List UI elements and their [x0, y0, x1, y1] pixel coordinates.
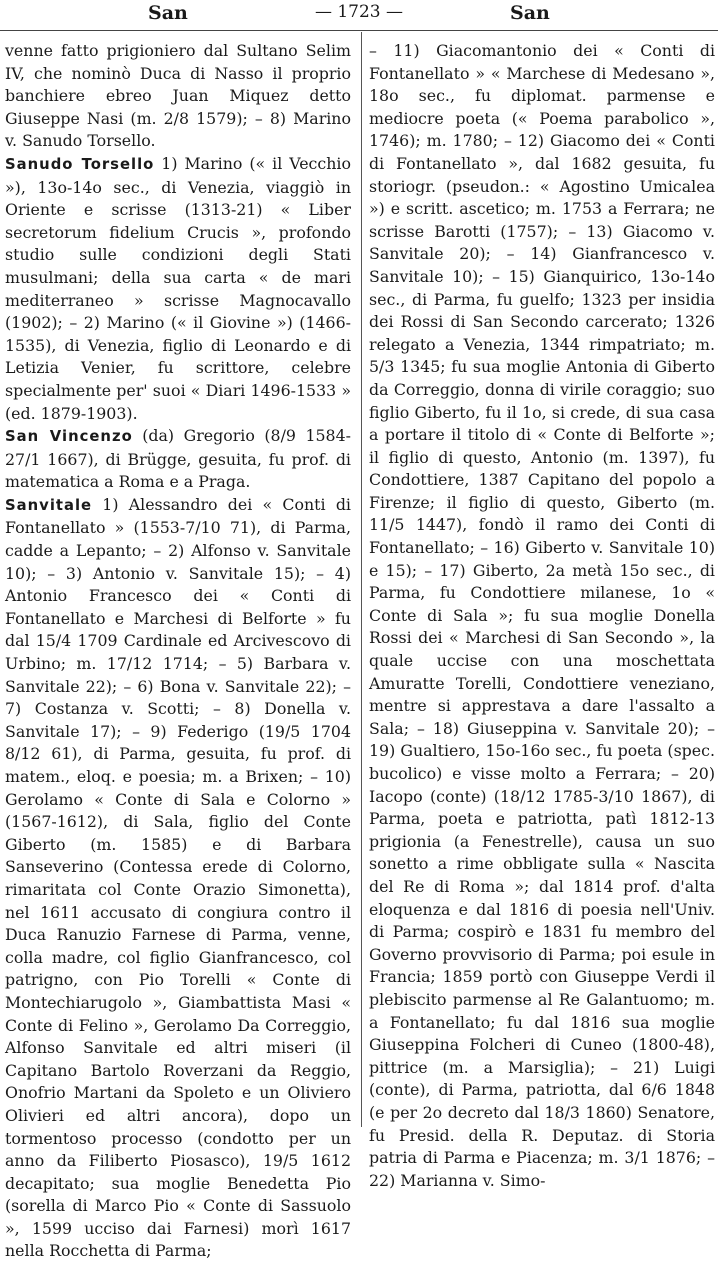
entry-headword: Sanudo Torsello — [5, 155, 155, 173]
header-rule — [0, 30, 718, 31]
entry-sanudo-torsello — [5, 153, 351, 425]
entry-headword: San Vincenzo — [5, 428, 133, 446]
entry-continuation — [5, 40, 351, 153]
entry-san-vincenzo — [5, 425, 351, 494]
entry-sanvitale-continued — [369, 40, 715, 1192]
entry-text: 1) Marino (« il Vecchio »), 13o-14o sec., di Venezia, viaggiò in Oriente e scrisse (1313-21) « Liber secretorum fidelium Crucis », profondo studio sulle condizioni degli Stati musulmani; della sua carta « de mari mediterraneo » scrisse Magnocavallo (1902); – 2) Marino (« il Giovine ») (1466-1535), di Venezia, figlio di Leonardo e di Letizia Venier, fu scrittore, celebre specialmente per' suoi « Diari 1496-1533 » (ed. 1879-1903). — [5, 153, 351, 423]
entry-text: 1) Alessandro dei « Conti di Fontanellato » (1553-7/10 71), di Parma, cadde a Lepanto; – 2) Alfonso v. Sanvitale 10); – 3) Antonio v. Sanvitale 15); – 4) Antonio Francesco dei « Conti di Fontanellato e Marchesi di Belforte » fu dal 15/4 1709 Cardinale ed Arcivescovo di Urbino; m. 17/12 1714; – 5) Barbara v. Sanvitale 22); – 6) Bona v. Sanvitale 22); – 7) Costanza v. Scotti; – 8) Donella v. Sanvitale 17); – 9) Federigo (19/5 1704 8/12 61), di Parma, gesuita, fu prof. di matem., eloq. e poesia; m. a Brixen; – 10) Gerolamo « Conte di Sala e Colorno » (1567-1612), di Sala, figlio del Conte Giberto (m. 1585) e di Barbara Sanseverino (Contessa erede di Colorno, rimaritata col Conte Orazio Simonetta), nel 1611 accusato di congiura contro il Duca Ranuzio Farnese di Parma, venne, colla madre, col figlio Gianfrancesco, col patrigno, con Pio Torelli « Conte di Montechiarugolo », Giambattista Masi « Conte di Felino », Gerolamo Da Correggio, Alfonso Sanvitale ed altri miseri (il Capitano Bartolo Roverzani da Reggio, Onofrio Martani da Spoleto e un Oliviero Olivieri ed altri ancora), dopo un tormentoso processo (condotto per un anno da Filiberto Piosasco), 19/5 1612 decapitato; sua moglie Benedetta Pio (sorella di Marco Pio « Conte di Sassuolo », 1599 ucciso dai Farnesi) morì 1617 nella Rocchetta di Parma; — [5, 494, 351, 1261]
page-header — [0, 0, 718, 28]
entry-headword: Sanvitale — [5, 496, 93, 514]
left-column — [5, 40, 351, 1263]
entry-sanvitale — [5, 494, 351, 1263]
running-head-right: San — [510, 2, 550, 24]
right-column — [369, 40, 715, 1192]
page-number: — 1723 — — [314, 2, 404, 22]
column-divider — [361, 32, 362, 1127]
entry-text: – 11) Giacomantonio dei « Conti di Fontanellato » « Marchese di Medesano », 18o sec., fu diplomat. parmense e mediocre poeta (« Poema parabolico », 1746); m. 1780; – 12) Giacomo dei « Conti di Fontanellato », dal 1682 gesuita, fu storiogr. (pseudon.: « Agostino Umicalea ») e scritt. ascetico; m. 1753 a Ferrara; ne scrisse Barotti (1757); – 13) Giacomo v. Sanvitale 20); – 14) Gianfrancesco v. Sanvitale 10); – 15) Gianquirico, 13o-14o sec., di Parma, fu guelfo; 1323 per insidia dei Rossi di San Secondo carcerato; 1326 relegato a Venezia, 1344 rimpatriato; m. 5/3 1345; fu sua moglie Antonia di Giberto da Correggio, donna di virile coraggio; suo figlio Giberto, fu il 1o, si crede, di sua casa a portare il titolo di « Conte di Belforte »; il figlio di questo, Antonio (m. 1397), fu Condottiere, 1387 Capitano del popolo a Firenze; il figlio di questo, Giberto (m. 11/5 1447), fondò il ramo dei Conti di Fontanellato; – 16) Giberto v. Sanvitale 10) e 15); – 17) Giberto, 2a metà 15o sec., di Parma, fu Condottiere milanese, 1o « Conte di Sala »; fu sua moglie Donella Rossi dei « Marchesi di San Secondo », la quale uccise con una moschettata Amuratte Torelli, Condottiere veneziano, mentre si apprestava a dare l'assalto a Sala; – 18) Giuseppina v. Sanvitale 20); – 19) Gualtiero, 15o-16o sec., fu poeta (spec. bucolico) e visse molto a Ferrara; – 20) Iacopo (conte) (18/12 1785-3/10 1867), di Parma, poeta e patriotta, patì 1812-13 prigionia (a Fenestrelle), causa un suo sonetto a rime obbligate sulla « Nascita del Re di Roma »; dal 1814 prof. d'alta eloquenza e dal 1816 di poesia nell'Univ. di Parma; cospirò e 1831 fu membro del Governo provvisorio di Parma; poi esule in Francia; 1859 portò con Giuseppe Verdi il plebiscito parmense al Re Galantuomo; m. a Fontanellato; fu dal 1816 sua moglie Giuseppina Folcheri di Cuneo (1800-48), pittrice (m. a Marsiglia); – 21) Luigi (conte), di Parma, patriotta, dal 6/6 1848 (e per 2o decreto dal 18/3 1860) Senatore, fu Presid. della R. Deputaz. di Storia patria di Parma e Piacenza; m. 3/1 1876; – 22) Marianna v. Simo- — [369, 41, 715, 1190]
running-head-left: San — [148, 2, 188, 24]
entry-text: (da) Gregorio (8/9 1584-27/1 1667), di Brügge, gesuita, fu prof. di matematica a Roma e a Praga. — [5, 426, 351, 492]
entry-text: venne fatto prigioniero dal Sultano Selim IV, che nominò Duca di Nasso il proprio banchiere ebreo Juan Miquez detto Giuseppe Nasi (m. 2/8 1579); – 8) Marino v. Sanudo Torsello. — [5, 41, 351, 151]
